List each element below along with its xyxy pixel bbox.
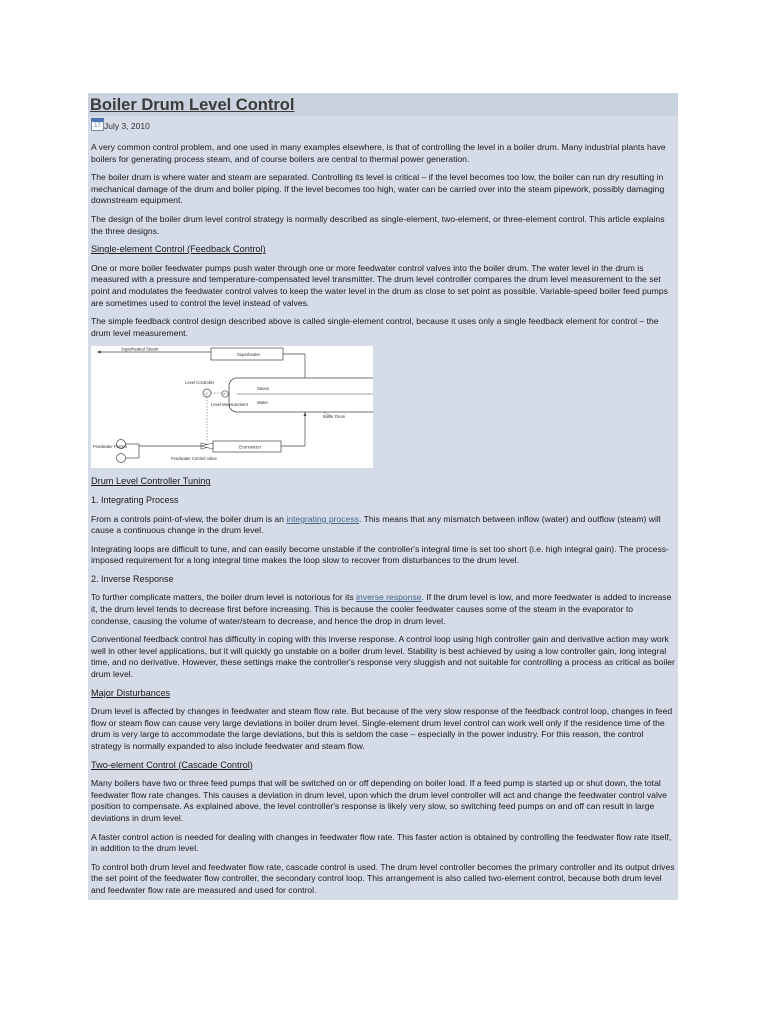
paragraph-inverse [91, 592, 675, 627]
paragraph-single-element-summary: The simple feedback control design described above is called single-element control, because it uses only a single feedback element for control – the drum level measurement. [91, 316, 659, 338]
heading-inverse: 2. Inverse Response [91, 573, 174, 584]
feedwater-pump-2 [117, 454, 126, 463]
diagram-label-water: Water [257, 400, 269, 406]
integrating-text-a: From a controls point-of-view, the boiler drum is an [91, 513, 287, 524]
diagram-label-superheated-steam: Superheated Steam [121, 346, 159, 352]
single-element-diagram [91, 346, 373, 468]
diagram-svg [91, 346, 373, 468]
heading-two-element: Two-element Control (Cascade Control) [91, 759, 253, 770]
paragraph-single-element: One or more boiler feedwater pumps push water through one or more feedwater control valves into the boiler drum. The water level in the drum is measured with a pressure and temperature-compensated level transmitter. The drum level controller compares the drum level measurement to the set point and modulates the feedwater control valves to keep the water level in the drum as close to set point as possible. Variable-speed boiler feed pumps are sometimes used to control the level instead of valves. [91, 262, 668, 308]
integrating-text-b: . This means that any mismatch between inflow (water) and outflow (steam) will cause a continuous change in the drum level. [91, 513, 661, 536]
paragraph-designs: The design of the boiler drum level control strategy is normally described as single-element, two-element, or three-element control. This article explains the three designs. [91, 213, 665, 236]
diagram-label-level-controller: Level Controller [185, 380, 215, 386]
steam-arrow [97, 351, 101, 354]
paragraph-drum: The boiler drum is where water and steam are separated. Controlling its level is critical – if the level becomes too low, the boiler can run dry resulting in mechanical damage of the drum and boiler piping. If the level becomes too high, water can be carried over into the steam pipework, possibly damaging downstream equipment. [91, 172, 665, 206]
article-body [88, 138, 678, 897]
date-row [88, 116, 678, 138]
heading-integrating: 1. Integrating Process [91, 494, 179, 505]
heading-tuning: Drum Level Controller Tuning [91, 476, 211, 487]
paragraph-faster-control: A faster control action is needed for dealing with changes in feedwater flow rate. This faster action is obtained by controlling the feedwater flow rate itself, in addition to the drum level. [91, 831, 672, 854]
boiler-drum [229, 378, 373, 412]
diagram-label-lt: LT [223, 393, 226, 397]
title-bar [88, 93, 678, 116]
inverse-text-b: . If the drum level is low, and more feedwater is added to increase it, the drum level tends to decrease first before increasing. This is because the cooler feedwater causes some of the steam in the evaporator to condense, causing the volume of water/steam to decrease, and hence the drop in drum level. [91, 592, 672, 626]
paragraph-cascade: To control both drum level and feedwater flow rate, cascade control is used. The drum level controller becomes the primary controller and its output drives the set point of the feedwater flow controller, the secondary control loop. This arrangement is also called two-element control, because both drum level and feedwater flow rate are measured and used for control. [91, 861, 675, 895]
calendar-icon: 17 [91, 118, 104, 131]
article [88, 93, 678, 900]
integrating-process-link[interactable]: integrating process [286, 513, 359, 524]
paragraph-major-disturbances: Drum level is affected by changes in feedwater and steam flow rate. But because of the very slow response of the feedback control loop, changes in feed flow or steam flow can cause very large deviations in boiler drum level. Single-element drum level control can work well only if the residence time of the drum is very large to accommodate the large deviations, but this is seldom the case – especially in the power industry. For this reason, the control strategy is normally expanded to also include feedwater and steam flow. [91, 706, 673, 751]
paragraph-intro: A very common control problem, and one used in many examples elsewhere, is that of controlling the level in a boiler drum. Many industrial plants have boilers for generating process steam, and of course boilers are central to thermal power generation. [91, 142, 666, 164]
inverse-text-a: To further complicate matters, the boiler drum level is notorious for its [91, 592, 357, 603]
post-date: July 3, 2010 [104, 121, 150, 131]
inverse-response-link[interactable]: inverse response [356, 592, 422, 603]
paragraph-conventional: Conventional feedback control has difficulty in coping with this inverse response. A control loop using high controller gain and derivative action may work well in other level applications, but it will quickly go unstable on a boiler drum level. Stability is best achieved by using a low controller gain, long integral time, and no derivative. However, these settings make the controller's response very sluggish and not suitable for controlling a process as critical as boiler drum level. [91, 634, 675, 680]
paragraph-integrating [91, 514, 675, 537]
heading-major-disturbances: Major Disturbances [91, 687, 171, 698]
heading-single-element: Single-element Control (Feedback Control) [91, 244, 266, 255]
paragraph-integrating-loops: Integrating loops are difficult to tune, and can easily become unstable if the controller's integral time is set too short (i.e. high integral gain). The process-imposed requirement for a long integral time makes the loop slow to recover from disturbances to the drum level. [91, 543, 669, 566]
drum-feed-arrow [304, 412, 307, 416]
page-title[interactable]: Boiler Drum Level Control [90, 96, 295, 114]
diagram-label-feedwater-pumps: Feedwater Pumps [93, 444, 127, 450]
diagram-label-economizer: Economizer [239, 444, 262, 450]
diagram-label-boiler-drum: Boiler Drum [323, 414, 346, 420]
diagram-label-superheater: Superheater [237, 352, 261, 358]
diagram-label-level-measurement: Level Measurement [211, 402, 248, 408]
paragraph-feed-pumps: Many boilers have two or three feed pumps that will be switched on or off depending on boiler load. If a feed pump is started up or shut down, the total feedwater flow rate changes. This causes a deviation in drum level, upon which the drum level controller will act and change the feedwater control valve position to compensate. As explained above, the level controller's response is likely very slow, so switching feed pumps on and off can result in large deviations in drum level. [91, 778, 667, 823]
diagram-label-lc: LC [204, 391, 209, 396]
diagram-label-feedwater-control-valve: Feedwater Control Valve [171, 456, 217, 462]
diagram-label-steam: Steam [257, 386, 270, 392]
